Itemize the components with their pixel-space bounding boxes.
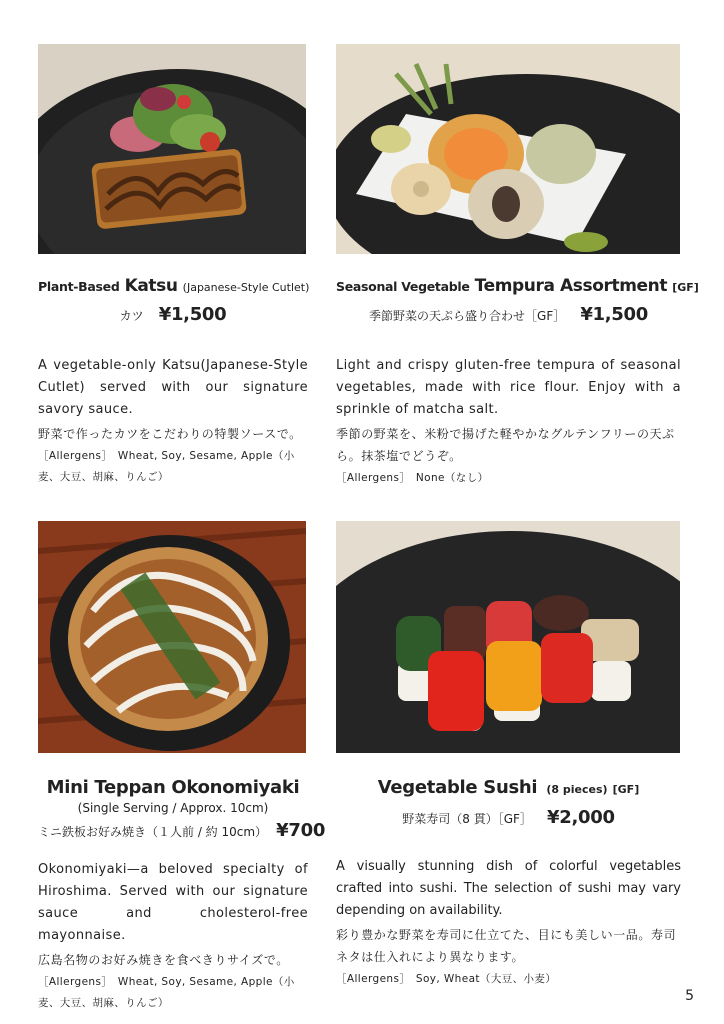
jp-name: 季節野菜の天ぷら盛り合わせ［GF］ (369, 309, 566, 324)
allergens: ［Allergens］ Wheat, Soy, Sesame, Apple（小麦、大豆、胡麻、りんご） (38, 975, 295, 1009)
menu-item-sushi (336, 521, 681, 990)
menu-item-tempura (336, 44, 699, 489)
item-jp-price (336, 807, 681, 828)
price: ¥1,500 (158, 304, 227, 326)
item-title: Seasonal Vegetable Tempura Assortment [GF] (336, 276, 699, 296)
sushi-photo (336, 521, 680, 753)
price: ¥700 (276, 819, 326, 841)
jp-name: 野菜寿司（8 貫）［GF］ (402, 811, 532, 826)
jp-name: カツ (119, 309, 144, 324)
item-jp-price (336, 304, 681, 325)
okonomiyaki-photo (38, 521, 306, 753)
price: ¥1,500 (580, 304, 648, 326)
katsu-photo (38, 44, 306, 254)
menu-item-katsu (38, 44, 308, 488)
item-description: A vegetable-only Katsu(Japanese-Style Cutlet) served with our signature savory sauce. 野菜で作ったカツをこだわりの特製ソースで。 ［Allergens］ Wheat, Soy, Sesame, Apple（小麦、大豆、胡麻、りんご） (38, 355, 308, 488)
item-description: Light and crispy gluten-free tempura of seasonal vegetables, made with rice flour. Enjoy with a sprinkle of matcha salt. 季節の野菜を、米粉で揚げた軽やかなグルテンフリーの天ぷら。抹茶塩でどうぞ。 ［Allergens］ None（なし） (336, 355, 681, 489)
item-title: Vegetable Sushi (8 pieces) [GF] (377, 777, 640, 798)
allergens: ［Allergens］ Wheat, Soy, Sesame, Apple（小麦、大豆、胡麻、りんご） (38, 450, 295, 484)
page-number: 5 (685, 988, 694, 1004)
jp-name: ミニ鉄板お好み焼き（１人前 / 約 10cm） (38, 824, 268, 839)
item-subtitle: (Single Serving / Approx. 10cm) (77, 800, 269, 815)
item-jp-price (38, 304, 308, 325)
price: ¥2,000 (547, 806, 615, 828)
allergens: ［Allergens］ None（なし） (336, 472, 489, 485)
item-description: A visually stunning dish of colorful vegetables crafted into sushi. The selection of sushi may vary depending on availability. 彩り豊かな野菜を寿司に仕立てた、目にも美しい一品。寿司ネタは仕入れにより異なります。 ［Allergens］ Soy, Wheat（大豆、小麦） (336, 856, 681, 990)
item-title: Mini Teppan Okonomiyaki (46, 777, 300, 798)
allergens: ［Allergens］ Soy, Wheat（大豆、小麦） (336, 972, 557, 985)
item-description: Okonomiyaki—a beloved specialty of Hiroshima. Served with our signature sauce and cholesterol-free mayonnaise. 広島名物のお好み焼きを食べきりサイズで。 ［Allergens］ Wheat, Soy, Sesame, Apple（小麦、大豆、胡麻、りんご） (38, 859, 308, 1014)
item-jp-price (38, 819, 326, 841)
item-title: Plant-Based Katsu (Japanese-Style Cutlet) (38, 276, 310, 296)
tempura-photo (336, 44, 680, 254)
menu-item-okonomiyaki (38, 521, 326, 1014)
